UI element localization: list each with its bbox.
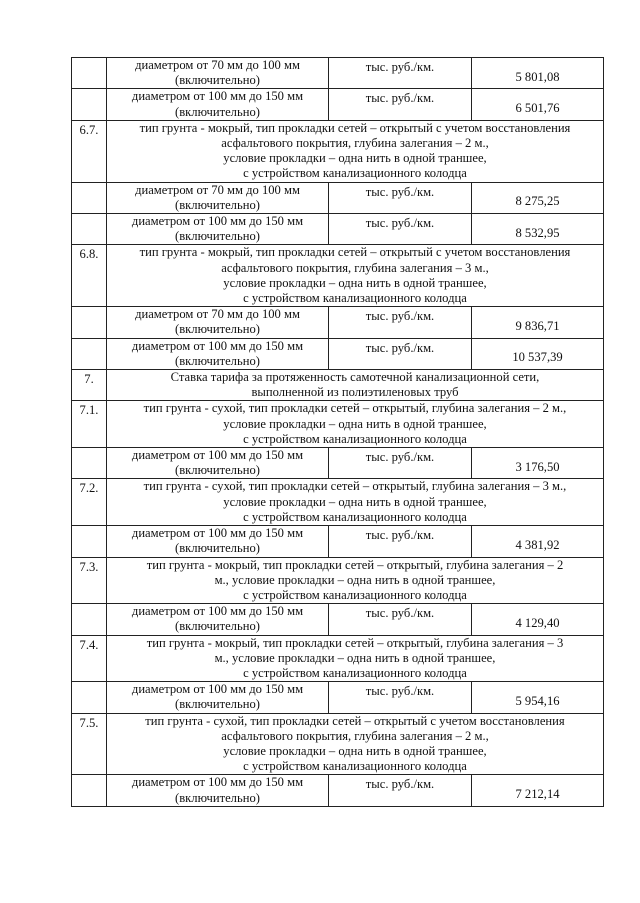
tariff-row xyxy=(72,89,604,120)
unit-cell: тыс. руб./км. xyxy=(329,448,472,479)
tariff-value-cell: 7 212,14 xyxy=(472,775,604,806)
tariff-value-cell: 3 176,50 xyxy=(472,448,604,479)
diameter-cell: диаметром от 100 мм до 150 мм (включительно) xyxy=(107,448,329,479)
section-number: 7.2. xyxy=(72,479,107,526)
section-row xyxy=(72,370,604,401)
tariff-value-cell: 4 381,92 xyxy=(472,526,604,557)
section-row xyxy=(72,120,604,182)
tariff-value-cell: 8 532,95 xyxy=(472,214,604,245)
diameter-cell: диаметром от 70 мм до 100 мм (включительно) xyxy=(107,58,329,89)
section-number: 6.7. xyxy=(72,120,107,182)
tariff-value-cell: 10 537,39 xyxy=(472,338,604,369)
section-description: тип грунта - мокрый, тип прокладки сетей – открытый, глубина залегания – 2 м., условие прокладки – одна нить в одной траншее, с устройством канализационного колодца xyxy=(107,557,604,604)
tariff-value-cell: 8 275,25 xyxy=(472,182,604,213)
section-description: Ставка тарифа за протяженность самотечной канализационной сети, выполненной из полиэтиленовых труб xyxy=(107,370,604,401)
section-description: тип грунта - мокрый, тип прокладки сетей – открытый, глубина залегания – 3 м., условие прокладки – одна нить в одной траншее, с устройством канализационного колодца xyxy=(107,635,604,682)
section-description: тип грунта - сухой, тип прокладки сетей – открытый, глубина залегания – 2 м., условие прокладки – одна нить в одной траншее, с устройством канализационного колодца xyxy=(107,401,604,448)
number-cell-empty xyxy=(72,338,107,369)
diameter-cell: диаметром от 100 мм до 150 мм (включительно) xyxy=(107,526,329,557)
diameter-cell: диаметром от 100 мм до 150 мм (включительно) xyxy=(107,214,329,245)
tariff-table-body xyxy=(72,58,604,807)
tariff-row xyxy=(72,775,604,806)
number-cell-empty xyxy=(72,526,107,557)
diameter-cell: диаметром от 100 мм до 150 мм (включительно) xyxy=(107,604,329,635)
section-row xyxy=(72,479,604,526)
section-description: тип грунта - сухой, тип прокладки сетей – открытый, глубина залегания – 3 м., условие прокладки – одна нить в одной траншее, с устройством канализационного колодца xyxy=(107,479,604,526)
diameter-cell: диаметром от 100 мм до 150 мм (включительно) xyxy=(107,682,329,713)
number-cell-empty xyxy=(72,775,107,806)
tariff-table xyxy=(71,57,604,807)
section-description: тип грунта - мокрый, тип прокладки сетей – открытый с учетом восстановления асфальтового покрытия, глубина залегания – 3 м., условие прокладки – одна нить в одной траншее, с устройством канализационного колодца xyxy=(107,245,604,307)
section-row xyxy=(72,635,604,682)
section-number: 6.8. xyxy=(72,245,107,307)
tariff-value-cell: 5 954,16 xyxy=(472,682,604,713)
tariff-row xyxy=(72,214,604,245)
tariff-value-cell: 4 129,40 xyxy=(472,604,604,635)
number-cell-empty xyxy=(72,682,107,713)
number-cell-empty xyxy=(72,89,107,120)
diameter-cell: диаметром от 100 мм до 150 мм (включительно) xyxy=(107,89,329,120)
unit-cell: тыс. руб./км. xyxy=(329,182,472,213)
diameter-cell: диаметром от 100 мм до 150 мм (включительно) xyxy=(107,775,329,806)
tariff-row xyxy=(72,307,604,338)
unit-cell: тыс. руб./км. xyxy=(329,214,472,245)
diameter-cell: диаметром от 70 мм до 100 мм (включительно) xyxy=(107,182,329,213)
number-cell-empty xyxy=(72,182,107,213)
tariff-value-cell: 9 836,71 xyxy=(472,307,604,338)
section-row xyxy=(72,713,604,775)
tariff-row xyxy=(72,448,604,479)
tariff-row xyxy=(72,182,604,213)
unit-cell: тыс. руб./км. xyxy=(329,89,472,120)
tariff-value-cell: 6 501,76 xyxy=(472,89,604,120)
unit-cell: тыс. руб./км. xyxy=(329,604,472,635)
unit-cell: тыс. руб./км. xyxy=(329,338,472,369)
number-cell-empty xyxy=(72,448,107,479)
tariff-row xyxy=(72,526,604,557)
section-number: 7.1. xyxy=(72,401,107,448)
number-cell-empty xyxy=(72,604,107,635)
tariff-row xyxy=(72,338,604,369)
diameter-cell: диаметром от 100 мм до 150 мм (включительно) xyxy=(107,338,329,369)
number-cell-empty xyxy=(72,58,107,89)
unit-cell: тыс. руб./км. xyxy=(329,682,472,713)
tariff-row xyxy=(72,58,604,89)
section-number: 7.5. xyxy=(72,713,107,775)
tariff-row xyxy=(72,682,604,713)
section-description: тип грунта - мокрый, тип прокладки сетей – открытый с учетом восстановления асфальтового покрытия, глубина залегания – 2 м., условие прокладки – одна нить в одной траншее, с устройством канализационного колодца xyxy=(107,120,604,182)
section-number: 7.3. xyxy=(72,557,107,604)
tariff-value-cell: 5 801,08 xyxy=(472,58,604,89)
unit-cell: тыс. руб./км. xyxy=(329,58,472,89)
diameter-cell: диаметром от 70 мм до 100 мм (включительно) xyxy=(107,307,329,338)
section-row xyxy=(72,245,604,307)
section-number: 7. xyxy=(72,370,107,401)
tariff-row xyxy=(72,604,604,635)
number-cell-empty xyxy=(72,307,107,338)
section-number: 7.4. xyxy=(72,635,107,682)
section-row xyxy=(72,557,604,604)
number-cell-empty xyxy=(72,214,107,245)
unit-cell: тыс. руб./км. xyxy=(329,775,472,806)
unit-cell: тыс. руб./км. xyxy=(329,526,472,557)
section-row xyxy=(72,401,604,448)
section-description: тип грунта - сухой, тип прокладки сетей – открытый с учетом восстановления асфальтового покрытия, глубина залегания – 2 м., условие прокладки – одна нить в одной траншее, с устройством канализационного колодца xyxy=(107,713,604,775)
unit-cell: тыс. руб./км. xyxy=(329,307,472,338)
